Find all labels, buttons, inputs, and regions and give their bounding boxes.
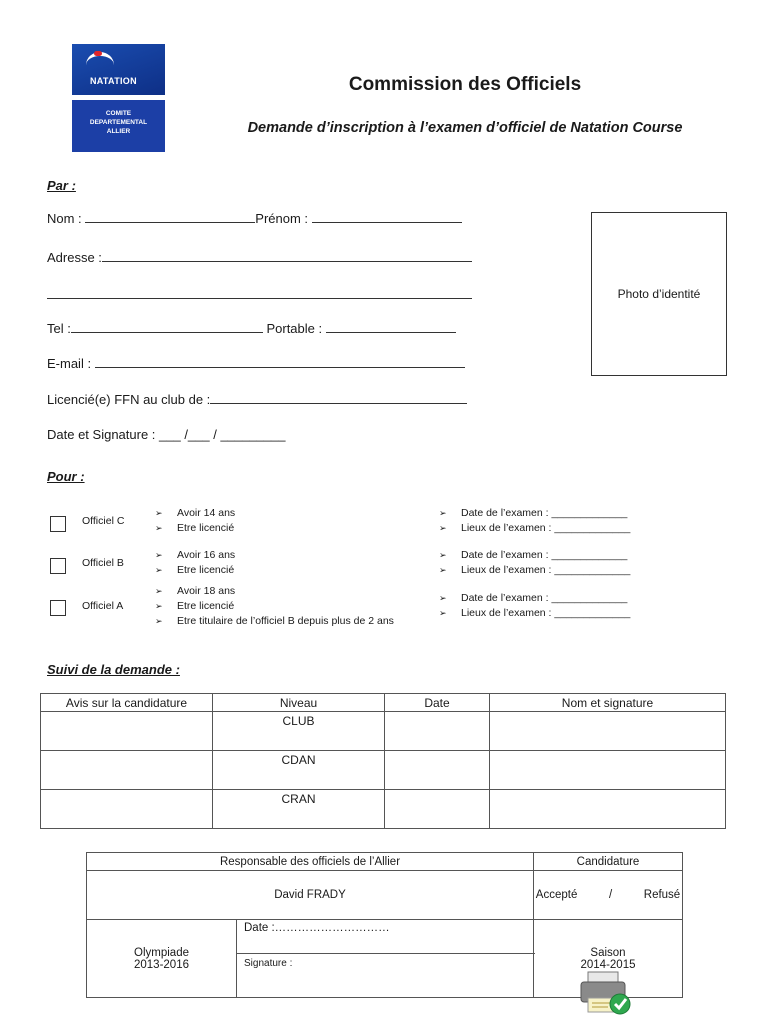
page-title: Commission des Officiels: [348, 74, 582, 95]
saison-label: Saison: [590, 946, 626, 959]
tel-row: [47, 320, 456, 336]
logo-banner: [72, 44, 165, 95]
photo-label: Photo d’identité: [617, 287, 701, 301]
nom-signature-cell[interactable]: [490, 790, 726, 829]
page-subtitle: Demande d’inscription à l’examen d’officiel de Natation Course: [247, 120, 683, 136]
arrow-bullet-icon: ➢: [155, 601, 163, 611]
requirement-item: ➢ Avoir 14 ans: [155, 507, 236, 519]
officiel-a-exam-info: [439, 591, 630, 621]
arrow-bullet-icon: ➢: [439, 608, 447, 618]
officiel-b-label: Officiel B: [82, 557, 124, 569]
refuse-option[interactable]: Refusé: [643, 889, 681, 901]
requirement-item: ➢ Avoir 16 ans: [155, 549, 236, 561]
adresse-input-line[interactable]: [102, 249, 472, 262]
candidature-decision: [534, 871, 683, 920]
avis-cell[interactable]: [41, 712, 213, 751]
column-header: Nom et signature: [490, 694, 726, 712]
arrow-bullet-icon: ➢: [439, 550, 447, 560]
requirement-item: ➢ Etre licencié: [155, 522, 235, 534]
date-cell[interactable]: [385, 751, 490, 790]
date-cell[interactable]: [385, 790, 490, 829]
par-heading: Par :: [47, 178, 76, 193]
olympiade-cell: [87, 920, 237, 998]
arrow-bullet-icon: ➢: [155, 586, 163, 596]
suivi-table: [40, 693, 726, 829]
adresse-row: [47, 249, 472, 265]
footer-date-row: [87, 920, 683, 954]
exam-place-field[interactable]: ➢ Lieux de l’examen : _____________: [439, 522, 631, 534]
saison-value: 2014-2015: [580, 958, 636, 971]
officiel-c-exam-info: [439, 506, 630, 536]
footer-header-row: [87, 853, 683, 871]
logo-committee-block: [72, 100, 165, 152]
responsable-header: Responsable des officiels de l’Allier: [87, 853, 534, 871]
tel-input-line[interactable]: [71, 320, 263, 333]
prenom-input-line[interactable]: [312, 210, 462, 223]
nom-row: [47, 210, 462, 226]
officiel-a-requirements: [155, 584, 394, 629]
table-row: [41, 790, 726, 829]
officiel-a-label: Officiel A: [82, 600, 124, 612]
decision-separator: /: [608, 889, 613, 901]
natation-logo: [72, 44, 165, 152]
niveau-cell: CDAN: [213, 751, 385, 790]
signature-field[interactable]: Signature :: [237, 954, 534, 998]
printer-check-icon[interactable]: [578, 970, 634, 1016]
exam-date-field[interactable]: ➢ Date de l’examen : _____________: [439, 592, 628, 604]
nom-input-line[interactable]: [85, 210, 255, 223]
exam-date-field[interactable]: ➢ Date de l’examen : _____________: [439, 507, 628, 519]
nom-signature-cell[interactable]: [490, 712, 726, 751]
column-header: Date: [385, 694, 490, 712]
arrow-bullet-icon: ➢: [439, 508, 447, 518]
column-header: Avis sur la candidature: [41, 694, 213, 712]
pour-heading: Pour :: [47, 469, 85, 484]
arrow-bullet-icon: ➢: [155, 508, 163, 518]
officiel-b-checkbox[interactable]: [50, 558, 66, 574]
licencie-label: Licencié(e) FFN au club de :: [47, 392, 211, 407]
arrow-bullet-icon: ➢: [439, 523, 447, 533]
adresse-label: Adresse :: [47, 250, 102, 265]
table-row: [41, 712, 726, 751]
olympiade-value: 2013-2016: [134, 958, 189, 971]
date-signature-row[interactable]: Date et Signature : ___ /___ / _________: [47, 427, 286, 442]
email-label: E-mail :: [47, 356, 92, 371]
niveau-cell: CRAN: [213, 790, 385, 829]
olympiade-label: Olympiade: [134, 946, 189, 959]
email-row: [47, 355, 465, 371]
logo-word: NATATION: [90, 76, 137, 86]
arrow-bullet-icon: ➢: [155, 523, 163, 533]
table-row: [41, 751, 726, 790]
officiel-b-requirements: [155, 548, 235, 578]
nom-label: Nom :: [47, 211, 82, 226]
adresse-input-line-2[interactable]: [47, 298, 472, 299]
requirement-item: ➢ Etre titulaire de l’officiel B depuis plus de 2 ans: [155, 615, 394, 627]
licencie-row: [47, 391, 467, 407]
candidature-header: Candidature: [534, 853, 683, 871]
portable-input-line[interactable]: [326, 320, 456, 333]
accepte-option[interactable]: Accepté: [535, 889, 578, 901]
officiel-c-requirements: [155, 506, 235, 536]
logo-line-2: DEPARTEMENTAL: [89, 119, 148, 126]
portable-label: Portable :: [266, 321, 323, 336]
logo-line-3: ALLIER: [106, 128, 131, 135]
requirement-item: ➢ Etre licencié: [155, 564, 235, 576]
suivi-heading: Suivi de la demande :: [47, 662, 180, 677]
arrow-bullet-icon: ➢: [155, 616, 163, 626]
tel-label: Tel :: [47, 321, 71, 336]
responsable-name: David FRADY: [87, 871, 534, 920]
nom-signature-cell[interactable]: [490, 751, 726, 790]
table-header-row: [41, 694, 726, 712]
avis-cell[interactable]: [41, 751, 213, 790]
column-header: Niveau: [213, 694, 385, 712]
footer-decision-row: [87, 871, 683, 920]
avis-cell[interactable]: [41, 790, 213, 829]
date-cell[interactable]: [385, 712, 490, 751]
arrow-bullet-icon: ➢: [155, 550, 163, 560]
arrow-bullet-icon: ➢: [439, 565, 447, 575]
licencie-input-line[interactable]: [210, 391, 467, 404]
officiel-c-checkbox[interactable]: [50, 516, 66, 532]
logo-red-mark: [94, 51, 102, 56]
arrow-bullet-icon: ➢: [155, 565, 163, 575]
exam-place-field[interactable]: ➢ Lieux de l’examen : _____________: [439, 607, 631, 619]
requirement-item: ➢ Etre licencié: [155, 600, 235, 612]
niveau-cell: CLUB: [213, 712, 385, 751]
exam-place-field[interactable]: ➢ Lieux de l’examen : _____________: [439, 564, 631, 576]
officiel-c-label: Officiel C: [82, 515, 125, 527]
requirement-item: ➢ Avoir 18 ans: [155, 585, 236, 597]
photo-box[interactable]: [591, 212, 727, 376]
logo-line-1: COMITE: [105, 110, 132, 117]
officiel-b-exam-info: [439, 548, 630, 578]
officiel-a-checkbox[interactable]: [50, 600, 66, 616]
email-input-line[interactable]: [95, 355, 465, 368]
arrow-bullet-icon: ➢: [439, 593, 447, 603]
exam-date-field[interactable]: ➢ Date de l’examen : _____________: [439, 549, 628, 561]
date-field[interactable]: Date :…………………………: [237, 920, 534, 954]
prenom-label: Prénom :: [255, 211, 309, 226]
